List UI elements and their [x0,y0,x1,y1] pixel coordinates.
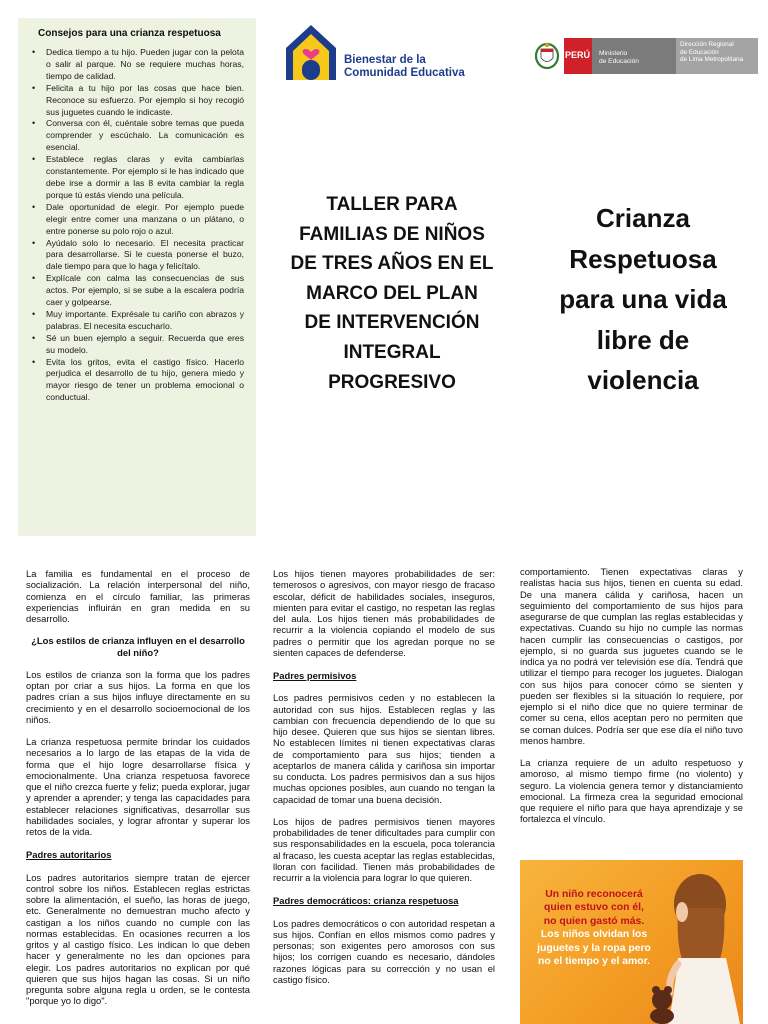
column-3 [520,566,743,836]
tip-item: • Ayúdalo solo lo necesario. El necesita practicar para desarrollarse. Si le cuesta ponerse el buzo, dale tiempo para que lo haga y felicítalo. [30,238,244,274]
tip-item: • Sé un buen ejemplo a seguir. Recuerda que eres su modelo. [30,333,244,357]
main-title-line: Respetuosa [569,243,717,274]
parenting-styles-question: ¿Los estilos de crianza influyen en el desarrollo del niño? [31,635,245,658]
paragraph: Los padres democráticos o con autoridad respetan a sus hijos. Confían en ellos mismos como padres y personas; son exigentes pero amorosos con sus hijos; los corrigen cuando es necesario, dándoles razones lógicas para su corrección y no usan el castigo físico. [273,917,495,985]
caption-line: Los niños olvidan los [540,929,648,941]
tip-item: • Explícale con calma las consecuencias de sus actos. Por ejemplo, si se sube a la escalera podría caer y golpearse. [30,273,244,309]
tips-title: Consejos para una crianza respetuosa [38,28,221,39]
tips-list [30,47,244,404]
bienestar-logo-line2: Comunidad Educativa [344,67,465,79]
democratic-heading: Padres democráticos: crianza respetuosa [273,895,459,907]
peru-coat-of-arms-icon [534,40,560,70]
dre-line2: de Educación [680,48,719,56]
authoritarian-heading: Padres autoritarios [26,849,112,861]
main-title-line: Crianza [596,203,690,233]
tip-item: • Felicita a tu hijo por las cosas que hace bien. Reconoce su esfuerzo. Por ejemplo si hoy recogió sus juguetes cuando le indicaste. [30,83,244,119]
tip-item: • Conversa con él, cuéntale sobre temas que pueda comprender y escúchalo. La comunicación es esencial. [30,118,244,154]
peru-label: PERÚ [565,50,591,60]
ministerio-line2: de Educación [599,58,639,65]
dre-line1: Dirección Regional [680,41,734,48]
paragraph: La crianza respetuosa permite brindar los cuidados necesarios a lo largo de las etapas de la vida de forma que el hijo logre desarrollarse física y emocionalmente. Una crianza respetuosa favorece que el niño crezca fuerte y feliz; pueda explorar, jugar y aprender a aprender; y tenga las capacidades para establecer relaciones significativas, desarrollar sus habilidades sociales, y lograr afrontar y superar los retos de la vida. [26,736,250,837]
dre-label [676,38,758,74]
workshop-title-line: INTEGRAL [343,341,441,363]
photo-caption [526,888,662,968]
ministerio-label [592,38,682,74]
ministerio-line1: Ministerio [599,50,628,57]
paragraph: La crianza requiere de un adulto respetuoso y amoroso, al mismo tiempo firme (no violento) y seguro. La violencia genera temor y distanciamiento emocional. La firmeza crea la seguridad emocional que requiere el niño para que haya aprendizaje y se fortalezca el vínculo. [520,757,743,825]
column-2 [273,568,495,996]
main-title-line: libre de [596,324,690,355]
caption-line: juguetes y la ropa pero [537,942,651,954]
tip-item: • Dedica tiempo a tu hijo. Pueden jugar con la pelota o salir al parque. No se requiere muchas horas, tiempo de calidad. [30,47,244,83]
child-photo-card [520,860,743,1024]
main-title-line: para una vida [559,284,727,314]
caption-line: quien estuvo con él, [544,902,644,914]
bienestar-logo [282,22,502,84]
column-1 [26,568,250,1018]
paragraph: Los hijos de padres permisivos tienen mayores probabilidades de tener dificultades para cumplir con sus responsabilidades en la escuela, poca tolerancia al fracaso, les cuesta aceptar las reglas establecidas, lloran con facilidad. Tienen más probabilidades de recurrir a la violencia para lograr lo que quieren. [273,815,495,883]
child-with-toy-illustration [648,868,743,1024]
intro-paragraph: La familia es fundamental en el proceso de socialización. La relación interpersonal del niño, comienza en el círculo familiar, las primeras experiencias influirán en gran medida en su desarrollo. [26,568,250,624]
bienestar-logo-line1: Bienestar de la [344,54,426,66]
house-heart-icon [282,22,340,82]
main-title-line: violencia [587,365,699,395]
tips-panel [18,18,256,536]
main-title [528,198,758,401]
paragraph: Los hijos tienen mayores probabilidades de ser: temerosos o agresivos, con mayor riesgo de fracaso escolar, déficit de habilidades sociales, inseguros, mienten para evitar el castigo, no respetan las reglas del aula. Los hijos tienen más probabilidades de recurrir a la violencia copiando el modelo de sus padres o permitir que los agredan porque no se sienten capaces de defenderse. [273,568,495,658]
workshop-title-line: DE INTERVENCIÓN [304,312,480,334]
paragraph: comportamiento. Tienen expectativas claras y realistas hacia sus hijos, tienen en cuenta su edad. De una manera cálida y cariñosa, hacen un seguimiento del comportamiento de sus hijos para asegurarse de que cumplan las reglas establecidas y expectativas. Cuando su hijo no cumple las normas hacen cumplir las consecuencias o castigos, por ejemplo, si no guarda sus juguetes cuando se le indica ya no podrá ver televisión ese día. Tendrá que utilizar el tiempo para recoger los juguetes. Dialogan con sus hijos para conocer cómo se sienten y pueden ser flexibles si la situación lo requiere, por ejemplo si el niño dice que no quiere terminar de comer su cena, ellos aceptan pero no permiten que se coman dulces. Podría ser que ese día el niño tuvo menos hambre. [520,566,743,746]
tip-item: • Establece reglas claras y evita cambiarlas constantemente. Por ejemplo si le has indicado que debe irse a dormir a las 8 evita cambiar la regla porque tú estás viendo una película. [30,154,244,202]
permissive-heading: Padres permisivos [273,670,357,681]
paragraph: Los estilos de crianza son la forma que los padres optan por criar a sus hijos. La forma en que los padres crían a sus hijos influye directamente en su crecimiento y en el desarrollo socioemocional de los niños. [26,668,250,725]
dre-line3: de Lima Metropolitana [680,56,744,64]
paragraph: Los padres autoritarios siempre tratan de ejercer control sobre los niños. Establecen reglas estrictas sobre la alimentación, el sueño, las horas de juego, etc. Generalmente no demuestran mucho afecto y castigan a los niños cuando no cumple con las normas establecidas. En ocasiones recurren a los gritos y al castigo físico. Les indican lo que deben hacer y generalmente no les dan opciones para elegir. Los padres autoritarios no explican por qué quieren que sus hijos hagan las cosas. Si un niño pregunta sobre alguna regla u orden, se le contesta "porque yo lo digo". [26,871,250,1007]
caption-line: no el tiempo y el amor. [537,956,651,968]
workshop-title-line: MARCO DEL PLAN [306,282,478,304]
minedu-logo [534,38,758,74]
caption-line: Un niño reconocerá [545,889,643,900]
tip-item: • Evita los gritos, evita el castigo físico. Hacerlo perjudica el desarrollo de tu hijo, genera miedo y mayor riesgo de tener un problema emocional o conductual. [30,357,244,405]
tip-item: • Dale oportunidad de elegir. Por ejemplo puede elegir entre comer una manzana o un plátano, o entre ponerse su polo rojo o azul. [30,202,244,238]
workshop-title-line: DE TRES AÑOS EN EL [290,253,494,275]
tip-item: • Muy importante. Exprésale tu cariño con abrazos y palabras. El necesita escucharlo. [30,309,244,333]
workshop-title-line: TALLER PARA [326,194,458,215]
workshop-title-line: PROGRESIVO [328,371,456,393]
paragraph: Los padres permisivos ceden y no establecen la autoridad con sus hijos. Establecen reglas y las cambian con frecuencia dependiendo de lo que su hijo desee. Quieren que sus hijos se sientan libres. No establecen límites ni tienen expectativas claras de comportamiento para sus hijos; tienden a aceptarlos de manera cálida y cariñosa sin importar su conducta. Los padres permisivos dan a sus hijos muchas opciones posibles, aun cuando no tengan la capacidad de tomar una buena decisión. [273,692,495,805]
caption-line: no quien gastó más. [543,915,645,927]
workshop-title-line: FAMILIAS DE NIÑOS [299,223,485,245]
workshop-title [282,190,502,397]
